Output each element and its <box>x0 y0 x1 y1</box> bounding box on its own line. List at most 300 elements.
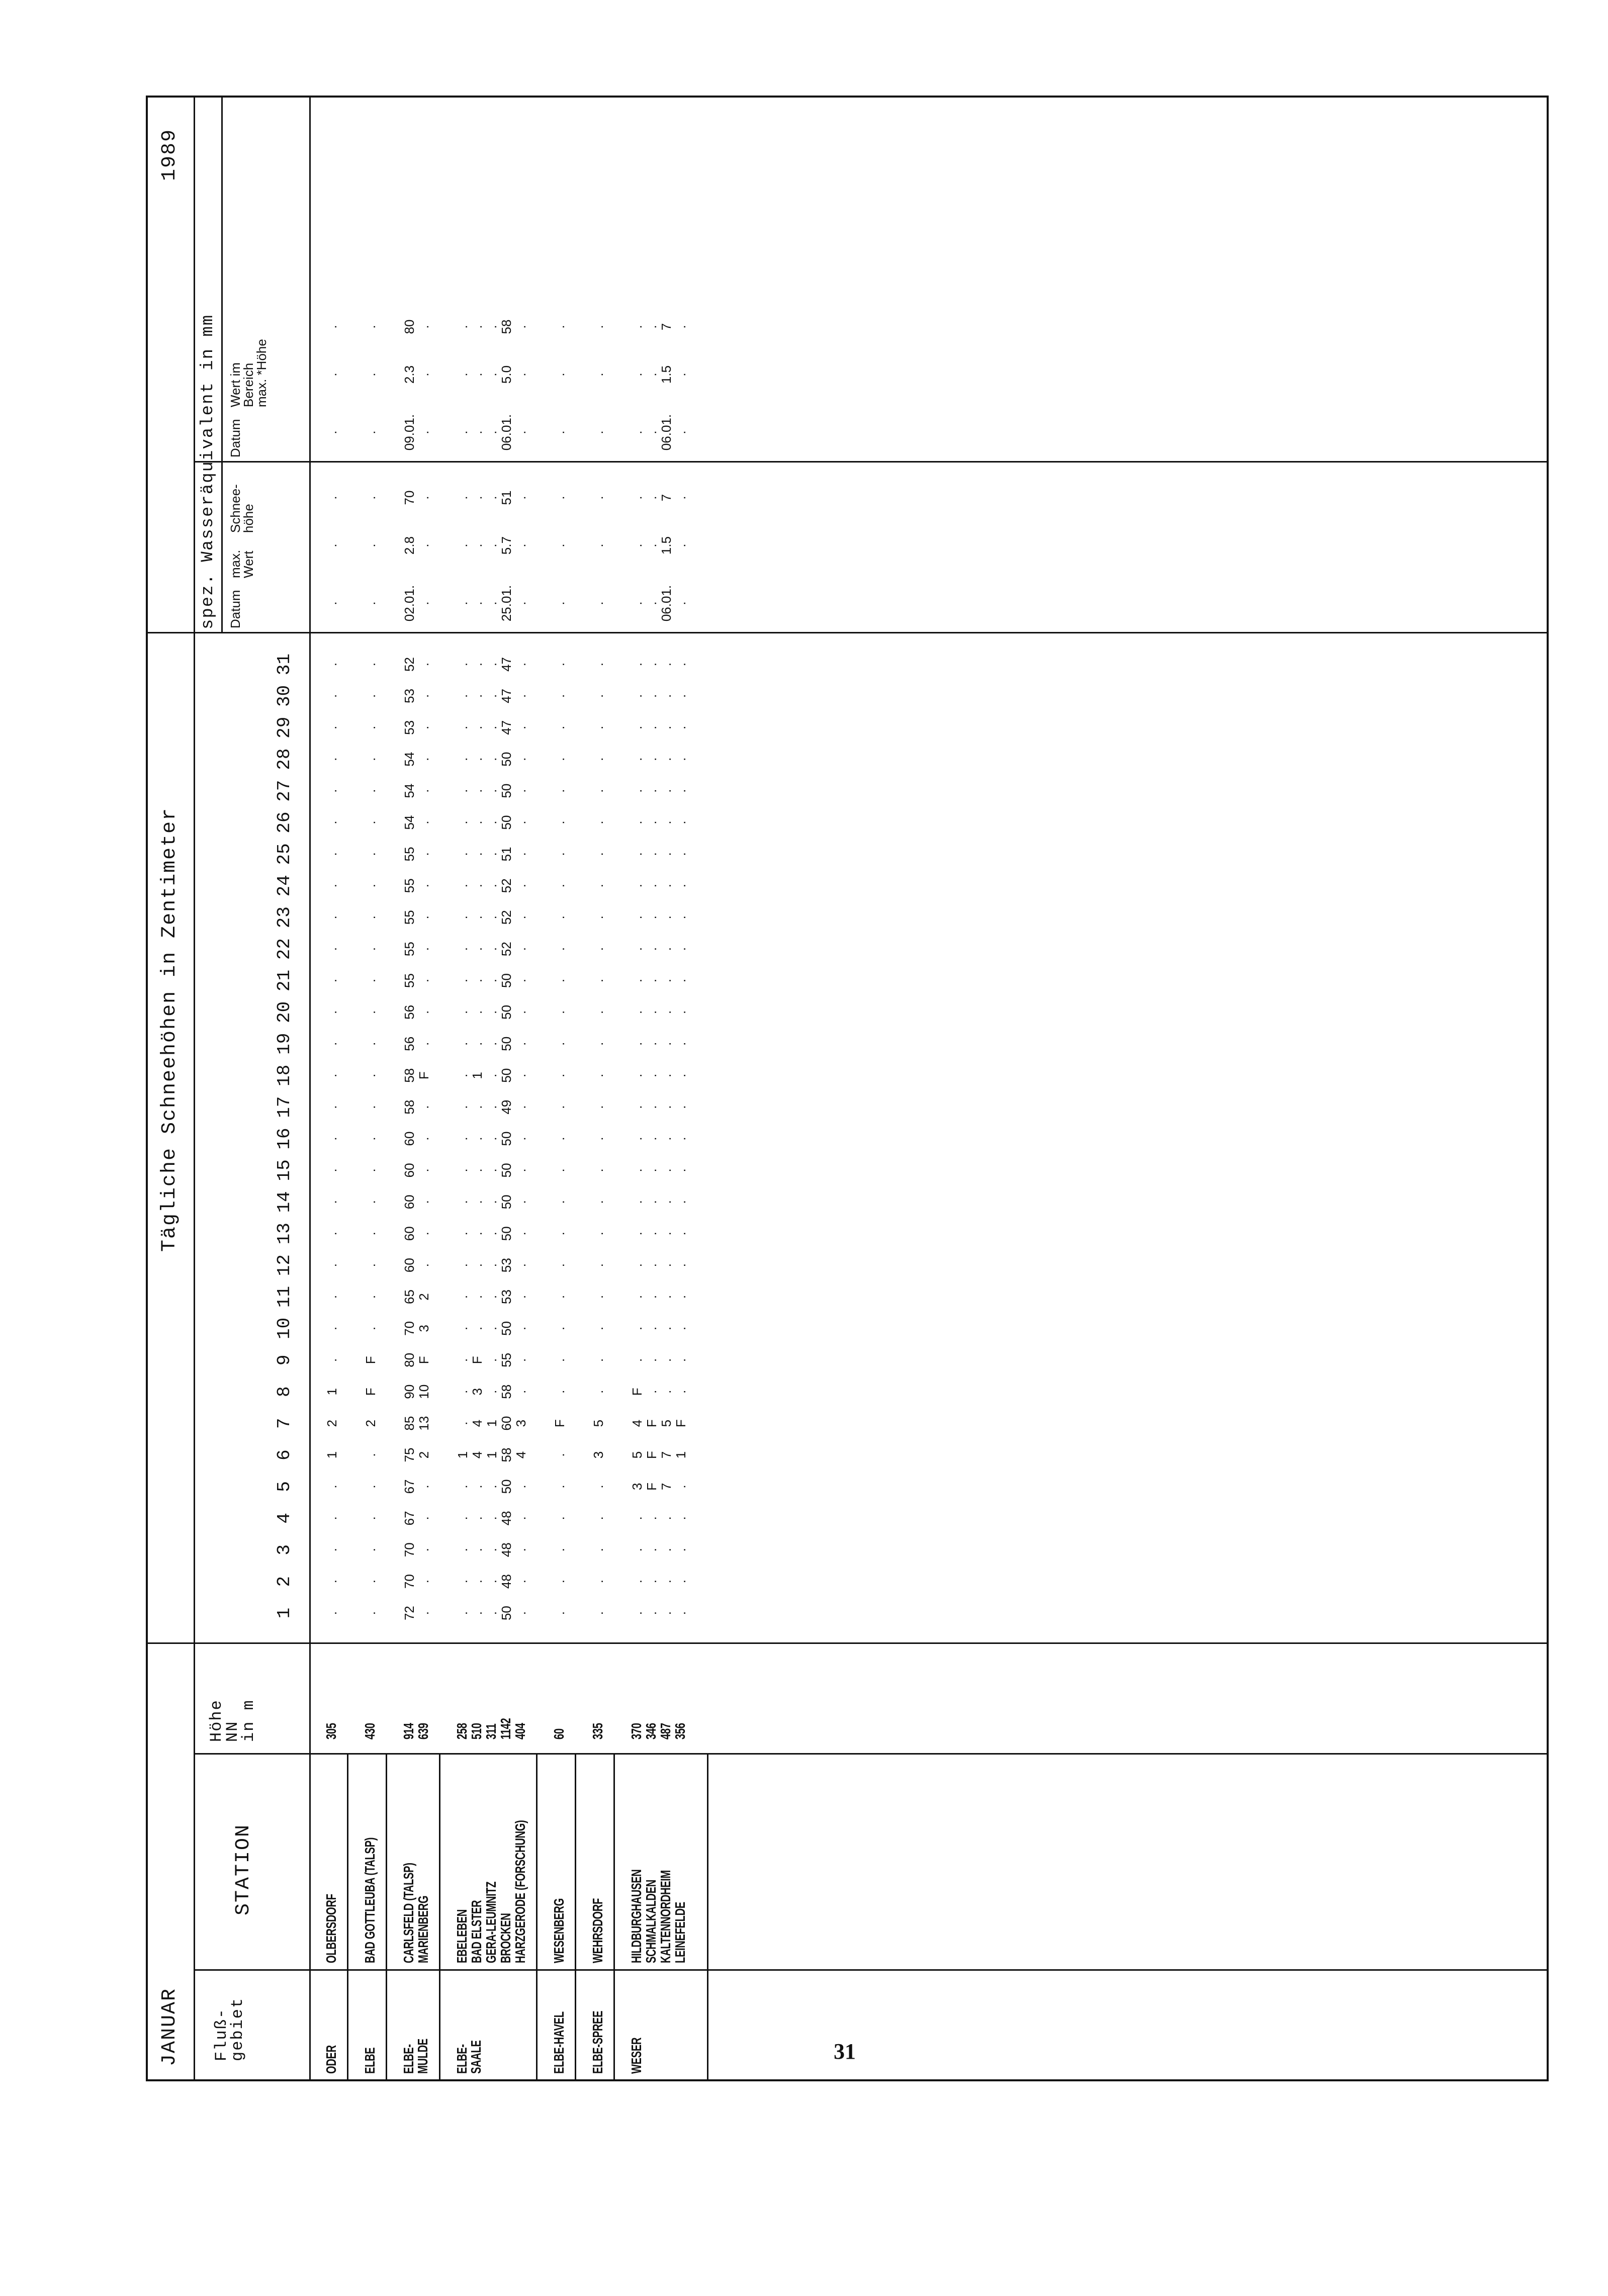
swe-value: . <box>552 543 567 547</box>
day-header: 23 <box>274 906 295 929</box>
snow-depth-value: 4 <box>470 1451 485 1459</box>
snow-depth-value: 50 <box>499 815 514 830</box>
snow-depth-value: 3 <box>630 1483 645 1491</box>
snow-depth-value: . <box>324 1326 339 1331</box>
swe-value: . <box>644 543 659 547</box>
snow-depth-value: 60 <box>402 1226 417 1241</box>
snow-depth-value: . <box>416 852 431 856</box>
snow-depth-value: . <box>324 1580 339 1584</box>
swe-value: 5.7 <box>499 536 514 555</box>
snow-depth-value: 50 <box>499 752 514 767</box>
snow-depth-value: F <box>363 1356 378 1364</box>
swe-value: 2.3 <box>402 365 417 384</box>
snow-depth-value: . <box>324 1611 339 1615</box>
snow-depth-value: . <box>630 757 645 761</box>
snow-depth-value: 50 <box>499 973 514 988</box>
snow-depth-value: . <box>630 1042 645 1046</box>
snow-depth-value: . <box>470 820 485 824</box>
snow-depth-value: . <box>673 852 688 856</box>
snow-depth-value: . <box>673 1548 688 1552</box>
swe-value: 02.01. <box>402 585 417 622</box>
snow-depth-value: . <box>416 789 431 793</box>
snow-depth-value: . <box>513 757 528 761</box>
snow-depth-value: . <box>591 757 606 761</box>
day-header: 29 <box>274 716 295 739</box>
snow-depth-value: . <box>455 915 470 920</box>
snow-depth-value: . <box>630 662 645 667</box>
snow-depth-value: . <box>455 1485 470 1489</box>
snow-depth-value: . <box>552 852 567 856</box>
snow-depth-value: . <box>324 1485 339 1489</box>
snow-depth-value: . <box>416 1200 431 1204</box>
snow-depth-value: F <box>644 1483 659 1491</box>
snow-depth-value: . <box>659 1232 674 1236</box>
snow-depth-value: 50 <box>499 1321 514 1336</box>
snow-depth-value: . <box>591 1042 606 1046</box>
snow-depth-value: . <box>673 978 688 983</box>
swe-date-header: Datum <box>228 590 243 628</box>
snow-depth-value: . <box>630 1295 645 1299</box>
swe-value: . <box>470 601 485 605</box>
swe-value: . <box>591 430 606 434</box>
snow-depth-value: . <box>659 1548 674 1552</box>
swe-value: . <box>416 601 431 605</box>
snow-depth-value: 60 <box>402 1163 417 1178</box>
day-header: 19 <box>274 1033 295 1055</box>
swe-value: . <box>324 430 339 434</box>
snow-depth-value: . <box>659 725 674 729</box>
snow-depth-value: . <box>591 1611 606 1615</box>
snow-depth-value: . <box>673 915 688 920</box>
snow-depth-value: . <box>552 1232 567 1236</box>
station-name: LEINEFELDE <box>672 1902 688 1963</box>
day-header: 1 <box>274 1607 295 1619</box>
snow-depth-value: . <box>455 1358 470 1362</box>
swe-value: . <box>630 325 645 329</box>
snow-depth-value: 50 <box>499 1131 514 1146</box>
snow-depth-value: 50 <box>499 1195 514 1210</box>
swe-value: . <box>591 373 606 377</box>
snow-depth-value: . <box>484 978 499 983</box>
swe-value: . <box>673 325 688 329</box>
snow-depth-value: . <box>470 1042 485 1046</box>
snow-depth-value: . <box>644 1358 659 1362</box>
snow-depth-value: . <box>591 1232 606 1236</box>
snow-depth-value: . <box>470 694 485 698</box>
station-name: KALTENNORDHEIM <box>658 1870 673 1963</box>
snow-depth-value: . <box>484 1326 499 1331</box>
snow-depth-value: 52 <box>499 910 514 925</box>
snow-depth-value: 5 <box>659 1419 674 1427</box>
snow-depth-value: . <box>591 1263 606 1267</box>
page-number: 31 <box>834 2039 856 2064</box>
snow-depth-value: . <box>416 1168 431 1172</box>
snow-depth-value: . <box>416 1105 431 1109</box>
snow-depth-value: . <box>324 1010 339 1015</box>
snow-depth-value: F <box>630 1388 645 1396</box>
snow-depth-value: . <box>470 1263 485 1267</box>
swe-value: 7 <box>659 323 674 331</box>
swe-value: 70 <box>402 490 417 505</box>
snow-depth-value: 48 <box>499 1511 514 1526</box>
snow-depth-value: . <box>324 694 339 698</box>
snow-depth-value: . <box>644 1073 659 1077</box>
swe-value: . <box>470 373 485 377</box>
snow-depth-value: . <box>513 1516 528 1520</box>
station-height: 258 <box>454 1723 470 1739</box>
river-name: WESER <box>629 2037 644 2074</box>
snow-depth-value: 60 <box>402 1195 417 1210</box>
snow-depth-value: . <box>324 884 339 888</box>
snow-depth-value: 2 <box>416 1293 431 1301</box>
snow-depth-value: . <box>644 1580 659 1584</box>
snow-depth-value: F <box>552 1419 567 1428</box>
swe-value: . <box>484 325 499 329</box>
snow-depth-value: . <box>455 820 470 824</box>
swe-value: . <box>363 543 378 547</box>
snow-depth-value: . <box>552 725 567 729</box>
snow-depth-value: . <box>363 1232 378 1236</box>
snow-depth-value: . <box>552 1137 567 1141</box>
day-header: 26 <box>274 811 295 834</box>
swe-value: . <box>552 373 567 377</box>
snow-depth-value: 1 <box>470 1071 485 1079</box>
station-name: BROCKEN <box>498 1913 513 1963</box>
snow-depth-value: . <box>416 915 431 920</box>
snow-depth-value: . <box>513 694 528 698</box>
snow-depth-value: . <box>513 820 528 824</box>
snow-depth-value: . <box>644 852 659 856</box>
swe-value: . <box>513 373 528 377</box>
snow-depth-value: . <box>630 1611 645 1615</box>
snow-depth-value: 3 <box>591 1451 606 1459</box>
snow-depth-value: . <box>324 725 339 729</box>
day-header: 16 <box>274 1128 295 1150</box>
snow-depth-value: . <box>644 1042 659 1046</box>
snow-depth-value: . <box>552 1516 567 1520</box>
river-name: ELBE-SPREE <box>590 2010 605 2074</box>
snow-depth-value: . <box>591 1168 606 1172</box>
station-name: HILDBURGHAUSEN <box>629 1869 644 1963</box>
day-header: 11 <box>274 1285 295 1308</box>
swe-value: . <box>630 601 645 605</box>
snow-depth-value: 51 <box>499 847 514 862</box>
day-header: 5 <box>274 1481 295 1492</box>
snow-depth-value: F <box>416 1071 431 1080</box>
snow-depth-value: . <box>630 694 645 698</box>
station-name: WEHRSDORF <box>590 1898 605 1963</box>
swe-value: . <box>630 373 645 377</box>
snow-depth-value: . <box>673 1232 688 1236</box>
swe-value: 25.01. <box>499 585 514 622</box>
snow-depth-value: . <box>470 1548 485 1552</box>
snow-depth-value: 4 <box>513 1451 528 1459</box>
snow-depth-value: . <box>324 1358 339 1362</box>
snow-depth-value: . <box>416 947 431 951</box>
snow-depth-value: . <box>470 1105 485 1109</box>
day-header: 10 <box>274 1317 295 1340</box>
snow-depth-value: . <box>416 884 431 888</box>
snow-depth-value: . <box>363 1010 378 1015</box>
group-divider <box>386 1755 387 2081</box>
swe-max-header: max. Wert <box>228 549 256 578</box>
snow-depth-value: . <box>630 1010 645 1015</box>
station-name: BAD GOTTLEUBA (TALSP) <box>362 1837 378 1963</box>
snow-depth-value: . <box>673 1580 688 1584</box>
snow-depth-value: . <box>470 1295 485 1299</box>
snow-depth-value: . <box>484 884 499 888</box>
station-height: 914 <box>401 1723 416 1739</box>
snow-depth-value: . <box>644 1010 659 1015</box>
swe-value: . <box>363 325 378 329</box>
snow-depth-value: . <box>484 1232 499 1236</box>
snow-depth-value: . <box>455 757 470 761</box>
swe-value: . <box>416 373 431 377</box>
swe2-column-divider <box>194 461 1549 463</box>
snow-depth-value: . <box>552 1453 567 1457</box>
snow-depth-value: . <box>484 852 499 856</box>
snow-depth-value: . <box>673 884 688 888</box>
station-height: 510 <box>469 1723 484 1739</box>
snow-depth-value: . <box>673 1390 688 1394</box>
swe-value: . <box>484 543 499 547</box>
swe-value: . <box>324 543 339 547</box>
snow-depth-value: 2 <box>363 1419 378 1427</box>
group-end-divider <box>707 1755 708 2081</box>
snow-depth-value: . <box>484 1042 499 1046</box>
day-header: 14 <box>274 1191 295 1213</box>
snow-depth-value: . <box>484 1295 499 1299</box>
snow-depth-value: . <box>513 915 528 920</box>
snow-depth-value: . <box>552 1073 567 1077</box>
snow-depth-value: . <box>630 1168 645 1172</box>
snow-depth-value: . <box>630 789 645 793</box>
snow-depth-value: . <box>324 947 339 951</box>
snow-depth-value: 53 <box>499 1290 514 1304</box>
snow-depth-value: . <box>513 1548 528 1552</box>
snow-depth-value: . <box>363 1168 378 1172</box>
swe-value: . <box>416 543 431 547</box>
snow-depth-value: . <box>363 725 378 729</box>
station-height: 356 <box>672 1723 688 1739</box>
snow-depth-value: . <box>659 1010 674 1015</box>
snow-depth-value: . <box>591 1010 606 1015</box>
snow-depth-value: . <box>484 1010 499 1015</box>
day-header: 7 <box>274 1418 295 1429</box>
snow-depth-value: . <box>552 884 567 888</box>
swe2-date-header: Datum <box>228 419 243 457</box>
snow-depth-value: 55 <box>402 973 417 988</box>
day-header: 4 <box>274 1513 295 1524</box>
snow-depth-value: 48 <box>499 1574 514 1589</box>
day-header: 9 <box>274 1354 295 1366</box>
snow-depth-value: 4 <box>470 1419 485 1427</box>
station-name: WESENBERG <box>551 1898 567 1963</box>
snow-depth-value: . <box>455 1168 470 1172</box>
snow-depth-value: . <box>484 1390 499 1394</box>
snow-depth-value: . <box>363 789 378 793</box>
swe-value: 51 <box>499 490 514 505</box>
swe-value: 2.8 <box>402 536 417 555</box>
swe-value: . <box>324 373 339 377</box>
snow-depth-value: . <box>591 1358 606 1362</box>
snow-depth-value: . <box>324 1137 339 1141</box>
day-header: 30 <box>274 685 295 707</box>
snow-depth-value: 54 <box>402 783 417 798</box>
river-name: ODER <box>323 2045 339 2074</box>
swe-value: . <box>591 543 606 547</box>
snow-depth-value: 60 <box>402 1131 417 1146</box>
snow-depth-value: . <box>673 694 688 698</box>
group-divider <box>347 1755 348 2081</box>
snow-depth-value: . <box>513 1010 528 1015</box>
snow-depth-value: 7 <box>659 1483 674 1491</box>
snow-depth-value: . <box>644 1326 659 1331</box>
snow-depth-value: . <box>659 1580 674 1584</box>
snow-depth-value: 70 <box>402 1542 417 1557</box>
snow-depth-value: . <box>673 1516 688 1520</box>
day-header: 15 <box>274 1159 295 1181</box>
snow-depth-value: . <box>673 1073 688 1077</box>
station-name: CARLSFELD (TALSP) <box>401 1863 416 1963</box>
station-name: HARZGERODE (FORSCHUNG) <box>512 1820 528 1963</box>
snow-depth-value: . <box>455 1516 470 1520</box>
snow-depth-value: 50 <box>499 1226 514 1241</box>
snow-depth-value: . <box>630 852 645 856</box>
snow-depth-value: . <box>470 1200 485 1204</box>
swe-value: . <box>591 325 606 329</box>
swe-snow-header: Schnee- höhe <box>228 484 256 533</box>
snow-depth-value: . <box>484 1516 499 1520</box>
swe-value: 06.01. <box>659 585 674 622</box>
snow-depth-value: . <box>591 1200 606 1204</box>
snow-depth-value: . <box>552 1010 567 1015</box>
station-height: 370 <box>629 1723 644 1739</box>
snow-depth-value: 56 <box>402 1036 417 1051</box>
snow-depth-value: . <box>363 915 378 920</box>
snow-depth-value: . <box>591 725 606 729</box>
snow-depth-value: . <box>659 1073 674 1077</box>
swe-value: . <box>513 543 528 547</box>
snow-depth-value: 55 <box>402 847 417 862</box>
snow-depth-value: 1 <box>484 1419 499 1427</box>
days-column-divider <box>146 1642 1549 1644</box>
snow-depth-value: . <box>455 884 470 888</box>
swe-value: 06.01. <box>499 414 514 451</box>
snow-depth-value: . <box>455 1137 470 1141</box>
snow-depth-value: . <box>659 1611 674 1615</box>
day-header: 8 <box>274 1386 295 1398</box>
day-header: 13 <box>274 1223 295 1245</box>
swe-header: spez. Wasseräquivalent in mm <box>199 314 218 629</box>
snow-depth-value: . <box>630 1580 645 1584</box>
snow-depth-value: . <box>416 694 431 698</box>
snow-depth-value: 53 <box>499 1258 514 1273</box>
snow-depth-value: . <box>455 1421 470 1425</box>
snow-depth-value: F <box>416 1356 431 1364</box>
snow-depth-value: . <box>470 978 485 983</box>
snow-depth-value: . <box>484 1137 499 1141</box>
snow-depth-value: . <box>673 789 688 793</box>
swe-value: . <box>644 496 659 500</box>
snow-depth-value: . <box>552 789 567 793</box>
snow-depth-value: . <box>363 1326 378 1331</box>
snow-depth-value: . <box>644 1611 659 1615</box>
snow-depth-value: . <box>416 820 431 824</box>
swe-value: . <box>673 430 688 434</box>
snow-depth-value: . <box>659 1137 674 1141</box>
snow-depth-value: . <box>644 757 659 761</box>
snow-depth-value: . <box>470 852 485 856</box>
river-name: ELBE- MULDE <box>401 2039 430 2074</box>
snow-depth-value: . <box>552 694 567 698</box>
snow-depth-value: . <box>644 1390 659 1394</box>
snow-depth-value: 80 <box>402 1352 417 1367</box>
group-divider <box>613 1755 615 2081</box>
day-header: 28 <box>274 748 295 770</box>
swe-subheader-divider <box>221 96 223 633</box>
snow-depth-value: 5 <box>591 1419 606 1427</box>
swe-value: . <box>484 601 499 605</box>
snow-depth-value: . <box>363 820 378 824</box>
snow-depth-value: . <box>363 978 378 983</box>
swe-value: . <box>552 325 567 329</box>
station-name: GERA-LEUMNITZ <box>483 1881 499 1963</box>
snow-depth-value: . <box>484 725 499 729</box>
swe-value: . <box>363 373 378 377</box>
snow-depth-value: . <box>416 1137 431 1141</box>
snow-depth-value: . <box>484 1200 499 1204</box>
snow-depth-value: . <box>324 1232 339 1236</box>
snow-depth-value: . <box>659 1358 674 1362</box>
title-divider <box>194 96 195 2081</box>
snow-depth-value: . <box>644 725 659 729</box>
snow-depth-value: . <box>644 978 659 983</box>
snow-depth-value: . <box>416 978 431 983</box>
snow-depth-value: . <box>644 1105 659 1109</box>
snow-depth-value: . <box>324 789 339 793</box>
day-header: 18 <box>274 1064 295 1086</box>
snow-depth-value: . <box>630 1516 645 1520</box>
swe-value: . <box>416 325 431 329</box>
swe-value: . <box>455 496 470 500</box>
snow-depth-value: . <box>324 1548 339 1552</box>
swe-value: . <box>591 601 606 605</box>
day-header: 17 <box>274 1096 295 1118</box>
snow-depth-value: . <box>673 1200 688 1204</box>
snow-depth-value: . <box>484 915 499 920</box>
snow-depth-value: . <box>591 694 606 698</box>
station-height: 1142 <box>498 1718 513 1739</box>
snow-depth-value: . <box>324 1263 339 1267</box>
swe-value: . <box>644 601 659 605</box>
snow-depth-value: . <box>673 1010 688 1015</box>
station-height: 430 <box>362 1723 378 1739</box>
snow-depth-value: . <box>659 852 674 856</box>
snow-depth-value: . <box>455 1263 470 1267</box>
snow-depth-value: . <box>416 1485 431 1489</box>
snow-depth-value: . <box>673 1263 688 1267</box>
swe-value: . <box>644 325 659 329</box>
year-label: 1989 <box>158 128 181 181</box>
snow-depth-value: . <box>552 978 567 983</box>
snow-depth-value: 54 <box>402 815 417 830</box>
station-name: OLBERSDORF <box>323 1894 339 1963</box>
station-name: EBELEBEN <box>454 1909 470 1963</box>
snow-depth-value: . <box>484 1611 499 1615</box>
snow-depth-value: F <box>470 1356 485 1364</box>
snow-depth-value: . <box>552 662 567 667</box>
